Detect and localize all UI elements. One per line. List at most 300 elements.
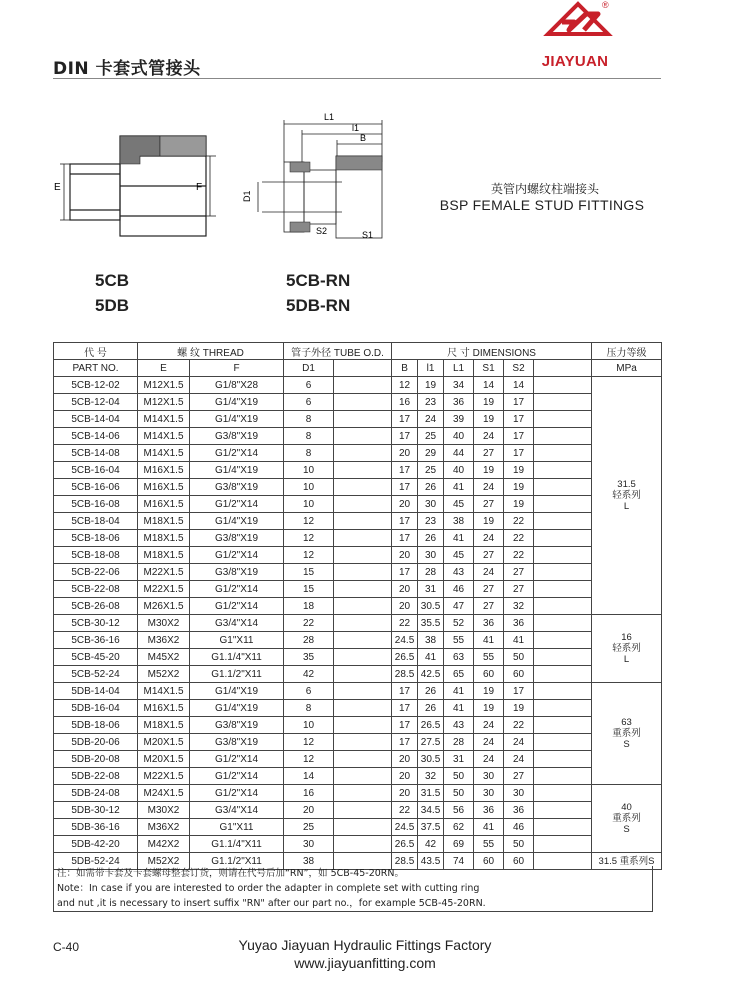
cell-l1: 56 [444,802,474,819]
cell-part-no: 5CB-12-04 [54,394,138,411]
table-row [54,717,662,734]
cell-b: 17 [392,462,418,479]
cell-f: G1/2"X14 [190,445,284,462]
cell-blank [534,598,592,615]
cell-e: M52X2 [138,853,190,870]
cell-e: M22X1.5 [138,581,190,598]
cell-l1: 40 [444,462,474,479]
cell-s2: 22 [504,547,534,564]
label-s1: S1 [362,230,374,240]
cell-f: G1/2"X14 [190,547,284,564]
table-row [54,564,662,581]
cell-blank [334,530,392,547]
cell-b: 17 [392,700,418,717]
cell-f: G1/4"X19 [190,700,284,717]
cell-d1: 18 [284,598,334,615]
cell-blank [534,785,592,802]
header-part: PART NO. [54,360,138,377]
cell-l1-small: 26 [418,683,444,700]
fitting-drawing-5cb [50,128,230,243]
cell-e: M14X1.5 [138,445,190,462]
cell-e: M30X2 [138,802,190,819]
cell-b: 26.5 [392,649,418,666]
cell-d1: 22 [284,615,334,632]
cell-b: 20 [392,768,418,785]
cell-f: G1/2"X14 [190,581,284,598]
header-code: 代 号 [54,343,138,360]
cell-s1: 19 [474,700,504,717]
table-row [54,632,662,649]
cell-l1-small: 42 [418,836,444,853]
note-en-line2: and nut ,it is necessary to insert suffix "RN" after our part no.，for example 5CB-45-20RN. [57,898,486,909]
cell-b: 17 [392,411,418,428]
cell-d1: 12 [284,530,334,547]
cell-part-no: 5DB-30-12 [54,802,138,819]
cell-l1-small: 35.5 [418,615,444,632]
cell-part-no: 5CB-12-02 [54,377,138,394]
pressure-class-line: 重系列 [612,728,641,739]
cell-s1: 55 [474,836,504,853]
cell-s2: 50 [504,649,534,666]
cell-l1-small: 41 [418,649,444,666]
cell-f: G3/4"X14 [190,802,284,819]
cell-blank [534,666,592,683]
cell-s2: 24 [504,734,534,751]
cell-blank [334,785,392,802]
cell-d1: 12 [284,513,334,530]
cell-l1-small: 32 [418,768,444,785]
note-cn: 注：如需带卡套及卡套螺母整套订货，则请在代号后加“RN”，如 5CB-45-20RN。 [57,868,405,879]
cell-part-no: 5CB-45-20 [54,649,138,666]
cell-l1-small: 30 [418,496,444,513]
cell-l1-small: 26 [418,700,444,717]
cell-s1: 30 [474,768,504,785]
cell-blank [534,377,592,394]
cell-l1: 43 [444,717,474,734]
cell-blank [534,530,592,547]
cell-d1: 10 [284,479,334,496]
cell-s1: 36 [474,802,504,819]
cell-b: 20 [392,445,418,462]
cell-b: 16 [392,394,418,411]
cell-f: G1/2"X14 [190,598,284,615]
model-5db: 5DB [95,296,130,315]
table-row [54,581,662,598]
cell-d1: 38 [284,853,334,870]
header-row-2 [54,360,662,377]
pressure-class [592,683,662,785]
cell-s2: 36 [504,802,534,819]
cell-l1: 47 [444,598,474,615]
fitting-drawing-5cb-rn [232,112,392,242]
cell-e: M36X2 [138,632,190,649]
cell-blank [534,564,592,581]
cell-d1: 42 [284,666,334,683]
pressure-class-line: 31.5 [617,479,636,490]
cell-f: G3/4"X14 [190,615,284,632]
cell-b: 17 [392,530,418,547]
cell-e: M18X1.5 [138,547,190,564]
model-left [95,268,129,318]
header-thread: 螺 纹 THREAD [138,343,284,360]
cell-d1: 30 [284,836,334,853]
cell-blank [534,547,592,564]
cell-blank [334,768,392,785]
cell-e: M12X1.5 [138,394,190,411]
cell-e: M24X1.5 [138,785,190,802]
cell-s2: 19 [504,496,534,513]
table-row [54,615,662,632]
cell-l1: 63 [444,649,474,666]
header-L1: L1 [444,360,474,377]
cell-d1: 15 [284,581,334,598]
cell-l1-small: 42.5 [418,666,444,683]
table-row [54,819,662,836]
cell-blank [334,581,392,598]
cell-s2: 19 [504,700,534,717]
cell-l1: 41 [444,700,474,717]
cell-b: 20 [392,751,418,768]
cell-blank [534,632,592,649]
model-5cb: 5CB [95,271,130,290]
cell-b: 22 [392,802,418,819]
cell-blank [334,411,392,428]
cell-e: M16X1.5 [138,479,190,496]
cell-l1-small: 30 [418,547,444,564]
cell-l1-small: 30.5 [418,751,444,768]
header-blank [334,360,392,377]
cell-b: 17 [392,479,418,496]
cell-blank [534,683,592,700]
cell-blank [534,734,592,751]
cell-s1: 41 [474,819,504,836]
cell-blank [334,683,392,700]
cell-blank [534,802,592,819]
table-row [54,530,662,547]
cell-part-no: 5CB-36-16 [54,632,138,649]
cell-part-no: 5DB-22-08 [54,768,138,785]
cell-d1: 12 [284,734,334,751]
table-row [54,751,662,768]
cell-f: G1.1/2"X11 [190,853,284,870]
cell-l1-small: 25 [418,462,444,479]
cell-part-no: 5CB-18-06 [54,530,138,547]
cell-blank [534,394,592,411]
cell-blank [334,564,392,581]
cell-part-no: 5CB-26-08 [54,598,138,615]
label-f: F [196,182,203,193]
cell-s2: 24 [504,751,534,768]
cell-part-no: 5CB-14-08 [54,445,138,462]
cell-blank [334,819,392,836]
cell-f: G1/4"X19 [190,462,284,479]
cell-e: M16X1.5 [138,462,190,479]
cell-l1-small: 28 [418,564,444,581]
pressure-class-line: 轻系列 [612,490,641,501]
cell-d1: 25 [284,819,334,836]
cell-l1-small: 23 [418,394,444,411]
cell-part-no: 5DB-36-16 [54,819,138,836]
pressure-class [592,377,662,615]
cell-l1: 62 [444,819,474,836]
cell-s1: 27 [474,598,504,615]
cell-s1: 24 [474,734,504,751]
cell-s2: 27 [504,581,534,598]
cell-part-no: 5DB-20-06 [54,734,138,751]
cell-e: M30X2 [138,615,190,632]
pressure-class-line: 重系列 [612,813,641,824]
cell-f: G3/8"X19 [190,717,284,734]
cell-b: 17 [392,734,418,751]
cell-s2: 41 [504,632,534,649]
table-row [54,411,662,428]
table-row [54,394,662,411]
header-dims: 尺 寸 DIMENSIONS [392,343,592,360]
description-cn: 英管内螺纹柱端接头 [490,182,599,196]
table-row [54,836,662,853]
cell-s1: 24 [474,564,504,581]
cell-l1: 41 [444,683,474,700]
cell-s1: 24 [474,751,504,768]
header-tube: 管子外径 TUBE O.D. [284,343,392,360]
cell-l1: 40 [444,428,474,445]
pressure-class-line: 31.5 重系列S [598,855,655,867]
table-row [54,428,662,445]
cell-l1-small: 34.5 [418,802,444,819]
cell-blank [534,751,592,768]
cell-s2: 19 [504,479,534,496]
cell-b: 17 [392,564,418,581]
cell-l1: 50 [444,768,474,785]
table-row [54,496,662,513]
cell-l1: 34 [444,377,474,394]
cell-s2: 30 [504,785,534,802]
cell-part-no: 5CB-14-04 [54,411,138,428]
label-b: B [360,133,367,143]
cell-s1: 27 [474,496,504,513]
cell-s1: 60 [474,666,504,683]
cell-s2: 22 [504,513,534,530]
cell-b: 20 [392,581,418,598]
note-box [53,866,653,912]
cell-l1-small: 26 [418,530,444,547]
cell-l1-small: 23 [418,513,444,530]
cell-e: M22X1.5 [138,564,190,581]
cell-b: 20 [392,785,418,802]
cell-part-no: 5CB-16-08 [54,496,138,513]
cell-s2: 50 [504,836,534,853]
cell-s1: 19 [474,411,504,428]
pressure-class-line: 轻系列 [612,643,641,654]
cell-part-no: 5DB-16-04 [54,700,138,717]
cell-blank [534,581,592,598]
cell-blank [334,751,392,768]
cell-l1-small: 38 [418,632,444,649]
cell-f: G1/2"X14 [190,785,284,802]
header-mpa: MPa [592,360,662,377]
cell-blank [334,462,392,479]
cell-s2: 60 [504,853,534,870]
table-row [54,785,662,802]
table-row [54,666,662,683]
cell-d1: 10 [284,462,334,479]
website: www.jiayuanfitting.com [294,955,436,971]
cell-f: G3/8"X19 [190,530,284,547]
cell-l1: 36 [444,394,474,411]
cell-e: M18X1.5 [138,717,190,734]
cell-s1: 27 [474,445,504,462]
table-row [54,649,662,666]
cell-blank [334,700,392,717]
cell-s2: 36 [504,615,534,632]
label-d1: D1 [242,190,252,202]
cell-e: M36X2 [138,819,190,836]
cell-blank [534,717,592,734]
cell-l1: 55 [444,632,474,649]
cell-part-no: 5CB-14-06 [54,428,138,445]
cell-part-no: 5DB-18-06 [54,717,138,734]
cell-e: M42X2 [138,836,190,853]
pressure-class [592,615,662,683]
cell-b: 20 [392,598,418,615]
cell-l1: 38 [444,513,474,530]
cell-s1: 19 [474,462,504,479]
cell-blank [334,394,392,411]
cell-s2: 46 [504,819,534,836]
cell-f: G1/2"X14 [190,496,284,513]
pressure-class [592,785,662,853]
cell-f: G3/8"X19 [190,564,284,581]
header-pressure: 压力等级 [592,343,662,360]
cell-part-no: 5CB-16-06 [54,479,138,496]
dimensions-table [53,342,661,870]
pressure-class-line: 40 [621,802,632,813]
cell-f: G1.1/2"X11 [190,666,284,683]
cell-d1: 12 [284,547,334,564]
cell-s1: 24 [474,530,504,547]
cell-blank [534,496,592,513]
cell-f: G3/8"X19 [190,734,284,751]
cell-blank [334,734,392,751]
cell-d1: 6 [284,377,334,394]
cell-part-no: 5DB-52-24 [54,853,138,870]
cell-s2: 17 [504,394,534,411]
cell-e: M14X1.5 [138,411,190,428]
cell-s1: 30 [474,785,504,802]
cell-l1: 50 [444,785,474,802]
cell-blank [334,598,392,615]
cell-f: G1/8"X28 [190,377,284,394]
cell-s1: 27 [474,547,504,564]
cell-blank [334,513,392,530]
cell-blank [334,836,392,853]
header-b: B [392,360,418,377]
cell-f: G1"X11 [190,632,284,649]
cell-part-no: 5CB-22-06 [54,564,138,581]
cell-b: 20 [392,547,418,564]
cell-l1: 74 [444,853,474,870]
cell-l1-small: 26 [418,479,444,496]
pressure-class-line: 16 [621,632,632,643]
cell-blank [334,479,392,496]
cell-blank [334,649,392,666]
cell-s1: 60 [474,853,504,870]
cell-blank [534,768,592,785]
cell-e: M18X1.5 [138,530,190,547]
cell-l1: 46 [444,581,474,598]
cell-s2: 27 [504,564,534,581]
cell-part-no: 5CB-22-08 [54,581,138,598]
cell-f: G1"X11 [190,819,284,836]
page-number: C-40 [53,940,80,954]
cell-s1: 41 [474,632,504,649]
cell-l1-small: 37.5 [418,819,444,836]
cell-b: 24.5 [392,632,418,649]
cell-s2: 22 [504,717,534,734]
cell-l1: 44 [444,445,474,462]
label-l1-small: l1 [352,123,360,133]
cell-part-no: 5DB-20-08 [54,751,138,768]
cell-e: M14X1.5 [138,683,190,700]
cell-s1: 36 [474,615,504,632]
cell-b: 12 [392,377,418,394]
header-blank2 [534,360,592,377]
cell-s2: 27 [504,768,534,785]
cell-l1-small: 24 [418,411,444,428]
cell-s2: 60 [504,666,534,683]
table-row [54,547,662,564]
cell-b: 24.5 [392,819,418,836]
cell-s1: 24 [474,428,504,445]
cell-part-no: 5CB-16-04 [54,462,138,479]
cell-blank [534,819,592,836]
cell-part-no: 5CB-18-04 [54,513,138,530]
cell-s1: 55 [474,649,504,666]
table-row [54,734,662,751]
cell-s1: 19 [474,513,504,530]
table-row [54,479,662,496]
cell-f: G1/4"X19 [190,513,284,530]
cell-s1: 14 [474,377,504,394]
cell-b: 17 [392,683,418,700]
cell-s2: 17 [504,445,534,462]
header-f: F [190,360,284,377]
cell-part-no: 5DB-24-08 [54,785,138,802]
table-row [54,700,662,717]
pressure-class-line: S [623,739,630,750]
cell-s2: 17 [504,411,534,428]
cell-d1: 6 [284,394,334,411]
page-title: DIN 卡套式管接头 [53,59,201,79]
cell-l1-small: 31.5 [418,785,444,802]
table-row [54,768,662,785]
cell-e: M45X2 [138,649,190,666]
label-s2: S2 [316,226,328,236]
cell-d1: 6 [284,683,334,700]
cell-l1: 41 [444,530,474,547]
cell-l1-small: 43.5 [418,853,444,870]
cell-l1: 41 [444,479,474,496]
cell-blank [534,513,592,530]
cell-blank [334,428,392,445]
cell-blank [534,836,592,853]
cell-d1: 8 [284,428,334,445]
cell-blank [534,649,592,666]
label-l1: L1 [324,112,335,122]
cell-d1: 8 [284,445,334,462]
cell-l1-small: 27.5 [418,734,444,751]
cell-s2: 14 [504,377,534,394]
